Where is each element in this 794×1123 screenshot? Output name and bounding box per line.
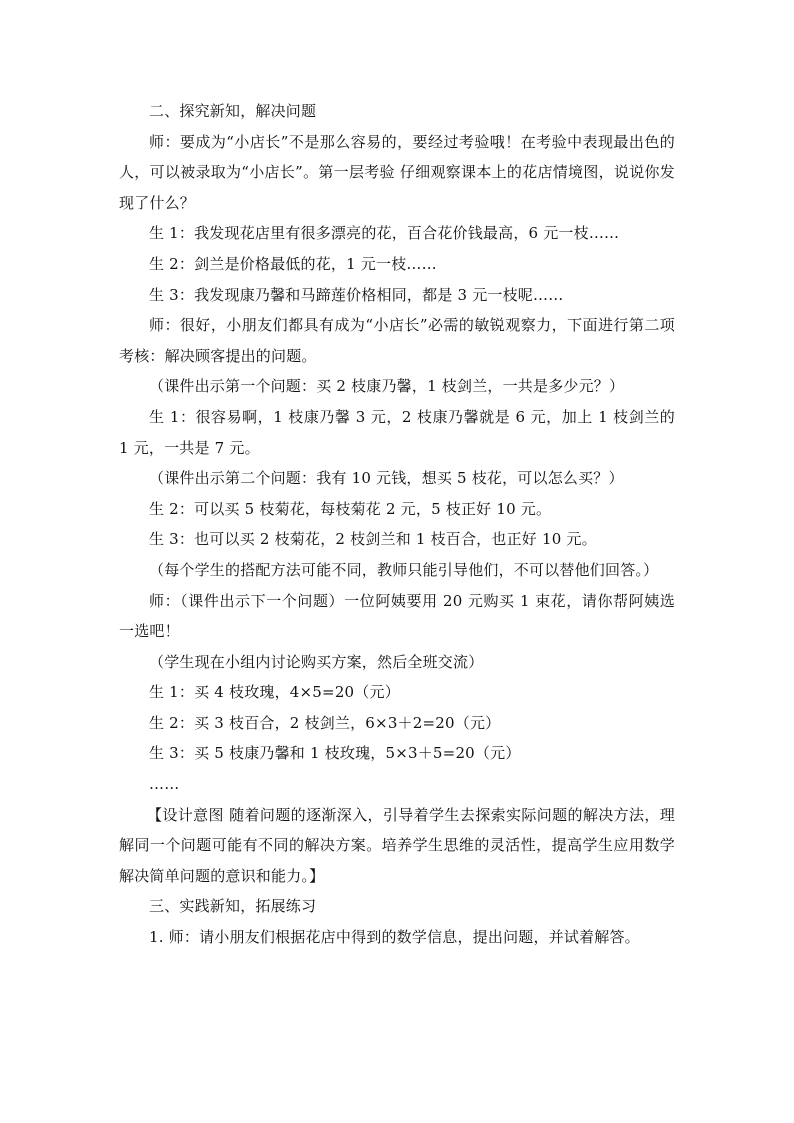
solution-2: 生 2：买 3 枝百合，2 枝剑兰，6×3＋2=20（元） xyxy=(149,713,501,732)
section-heading-practice: 三、实践新知，拓展练习 xyxy=(149,897,317,916)
solution-3: 生 3：买 5 枝康乃馨和 1 枝玫瑰，5×3＋5=20（元） xyxy=(149,744,521,763)
student-1-answer: 生 1：很容易啊，1 枝康乃馨 3 元，2 枝康乃馨就是 6 元，加上 1 枝剑兰的 1 元，一共是 7 元。 xyxy=(119,407,675,457)
student-3-observation: 生 3：我发现康乃馨和马蹄莲价格相同，都是 3 元一枝呢…… xyxy=(149,285,564,304)
ellipsis-line: …… xyxy=(149,775,180,794)
student-2-observation: 生 2：剑兰是价格最低的花，1 元一枝…… xyxy=(149,254,437,273)
student-3-answer: 生 3：也可以买 2 枝菊花，2 枝剑兰和 1 枝百合，也正好 10 元。 xyxy=(149,530,597,549)
teacher-note: （每个学生的搭配方法可能不同，教师只能引导他们，不可以替他们回答。） xyxy=(149,560,659,579)
document-body xyxy=(119,96,675,953)
student-2-answer: 生 2：可以买 5 枝菊花，每枝菊花 2 元，5 枝正好 10 元。 xyxy=(149,499,552,518)
student-1-observation: 生 1：我发现花店里有很多漂亮的花，百合花价钱最高，6 元一枝…… xyxy=(149,224,620,243)
teacher-second-test-paragraph: 师：很好，小朋友们都具有成为“小店长”必需的敏锐观察力，下面进行第二项考核：解决顾客提出的问题。 xyxy=(119,316,675,365)
courseware-question-1: （课件出示第一个问题：买 2 枝康乃馨，1 枝剑兰，一共是多少元？） xyxy=(149,377,625,396)
teacher-question-3: 师：（课件出示下一个问题）一位阿姨要用 20 元购买 1 束花，请你帮阿姨选一选吧！ xyxy=(119,591,675,641)
group-discussion-note: （学生现在小组内讨论购买方案，然后全班交流） xyxy=(149,652,484,671)
solution-1: 生 1：买 4 枝玫瑰，4×5=20（元） xyxy=(149,683,400,702)
section-heading-explore: 二、探究新知，解决问题 xyxy=(149,102,317,120)
courseware-question-2: （课件出示第二个问题：我有 10 元钱，想买 5 枝花，可以怎么买？） xyxy=(149,469,624,488)
teacher-intro-paragraph: 师：要成为“小店长”不是那么容易的，要经过考验哦！在考验中表现最出色的人，可以被录取为“小店长”。第一层考验 仔细观察课本上的花店情境图，说说你发现了什么？ xyxy=(119,132,675,212)
design-intent-paragraph: 【设计意图 随着问题的逐渐深入，引导着学生去探索实际问题的解决方法，理解同一个问题可能有不同的解决方案。培养学生思维的灵活性，提高学生应用数学解决简单问题的意识和能力。】 xyxy=(119,805,675,885)
practice-item-1: 1. 师：请小朋友们根据花店中得到的数学信息，提出问题，并试着解答。 xyxy=(149,928,640,947)
